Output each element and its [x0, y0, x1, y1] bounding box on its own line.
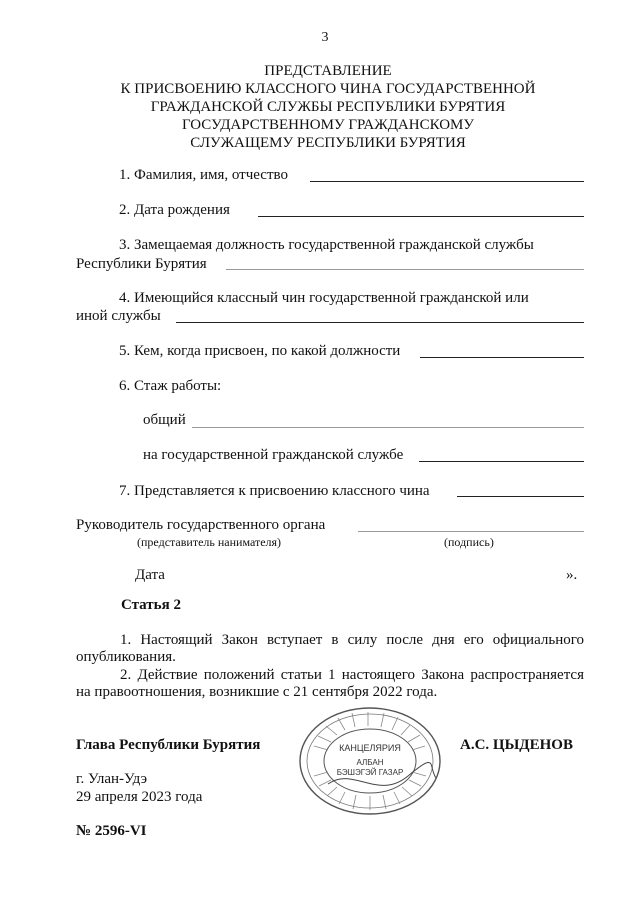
head-title: Руководитель государственного органа	[76, 517, 326, 533]
law-number: № 2596-VI	[76, 823, 147, 839]
title-line: СЛУЖАЩЕМУ РЕСПУБЛИКИ БУРЯТИЯ	[190, 135, 466, 151]
closing-quote: ».	[566, 567, 578, 583]
signer-position: Глава Республики Бурятия	[76, 737, 261, 753]
fill-line	[192, 427, 584, 428]
article-paragraph-2: 2. Действие положений статьи 1 настоящего Закона распространяется	[120, 667, 584, 683]
article-paragraph-1: 1. Настоящий Закон вступает в силу после дня его официального	[120, 632, 584, 648]
page-number: 3	[321, 30, 329, 45]
item-birth-date: 2. Дата рождения	[119, 202, 230, 218]
item-experience: 6. Стаж работы:	[119, 378, 222, 394]
article-paragraph-1-cont: опубликования.	[76, 649, 176, 665]
item-class-rank-cont: иной службы	[76, 308, 161, 324]
signing-date: 29 апреля 2023 года	[76, 789, 203, 805]
item-experience-civil: на государственной гражданской службе	[143, 447, 404, 463]
form-title	[0, 62, 640, 152]
signature-line	[358, 531, 584, 532]
title-line: ГРАЖДАНСКОЙ СЛУЖБЫ РЕСПУБЛИКИ БУРЯТИЯ	[150, 99, 506, 115]
fill-line	[226, 269, 584, 270]
fill-line	[419, 461, 584, 462]
title-line: ПРЕДСТАВЛЕНИЕ	[264, 63, 392, 79]
item-proposed-rank: 7. Представляется к присвоению классного чина	[119, 483, 430, 499]
item-full-name: 1. Фамилия, имя, отчество	[119, 167, 288, 183]
signature-caption: (подпись)	[444, 535, 494, 549]
title-line: ГОСУДАРСТВЕННОМУ ГРАЖДАНСКОМУ	[181, 117, 475, 133]
article-paragraph-2-cont: на правоотношения, возникшие с 21 сентября 2022 года.	[76, 684, 438, 700]
fill-line	[176, 322, 584, 323]
fill-line	[457, 496, 584, 497]
date-label: Дата	[135, 567, 165, 583]
article-heading: Статья 2	[121, 597, 181, 613]
fill-line	[420, 357, 584, 358]
item-position: 3. Замещаемая должность государственной гражданской службы	[119, 237, 534, 253]
title-line: К ПРИСВОЕНИЮ КЛАССНОГО ЧИНА ГОСУДАРСТВЕННОЙ	[120, 81, 536, 97]
fill-line	[258, 216, 584, 217]
signer-name: А.С. ЦЫДЕНОВ	[460, 737, 573, 753]
city: г. Улан-Удэ	[76, 771, 148, 787]
item-experience-total: общий	[143, 412, 186, 428]
stamp-text: БЭШЭГЭЙ ГАЗАР	[336, 768, 404, 777]
official-stamp-icon	[298, 706, 442, 816]
head-subtitle: (представитель нанимателя)	[137, 535, 282, 549]
item-assigned-by: 5. Кем, когда присвоен, по какой должности	[119, 343, 401, 359]
stamp-text: АЛБАН	[356, 758, 384, 767]
item-position-cont: Республики Бурятия	[76, 256, 207, 272]
stamp-text: КАНЦЕЛЯРИЯ	[339, 743, 401, 753]
fill-line	[310, 181, 584, 182]
item-class-rank: 4. Имеющийся классный чин государственной гражданской или	[119, 290, 529, 306]
